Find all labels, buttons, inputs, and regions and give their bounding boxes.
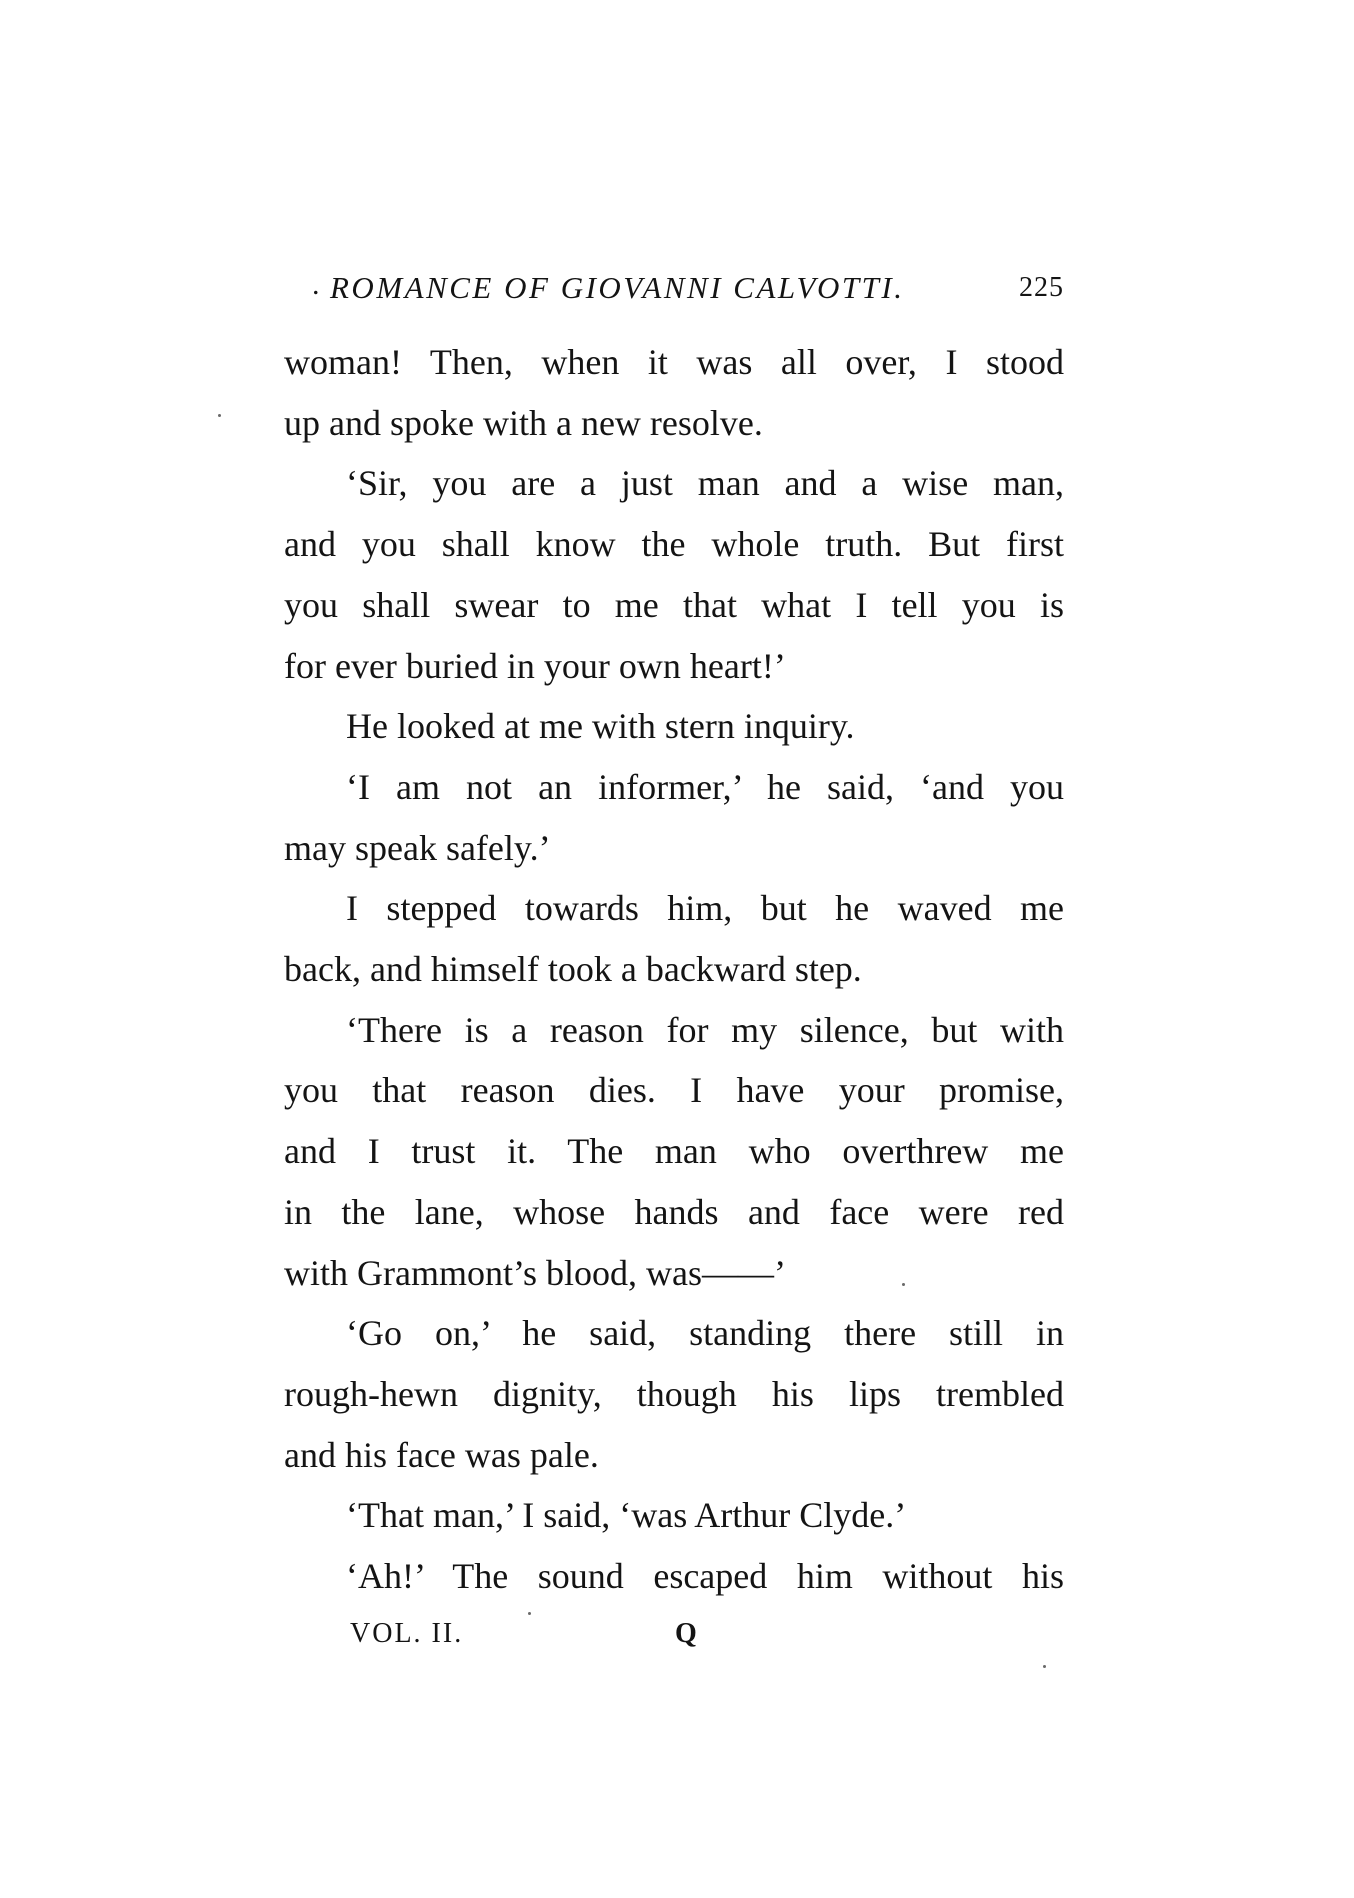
running-title: ROMANCE OF GIOVANNI CALVOTTI.: [330, 270, 905, 305]
text-line-19: and his face was pale.: [284, 1435, 599, 1475]
scan-speck: [1043, 1665, 1046, 1668]
text-line-10: I stepped towards him, but he waved me: [346, 888, 1064, 928]
text-line-15: in the lane, whose hands and face were red: [284, 1192, 1064, 1232]
text-line-2: up and spoke with a new resolve.: [284, 403, 763, 443]
page-footer: [350, 1618, 750, 1658]
text-line-18: rough-hewn dignity, though his lips trembled: [284, 1374, 1064, 1414]
volume-label: VOL. II.: [350, 1618, 464, 1649]
text-line-6: for ever buried in your own heart!’: [284, 646, 786, 686]
text-line-12: ‘There is a reason for my silence, but with: [346, 1010, 1064, 1050]
text-line-13: you that reason dies. I have your promise,: [284, 1070, 1064, 1110]
text-line-21: ‘Ah!’ The sound escaped him without his: [346, 1556, 1064, 1596]
text-line-8: ‘I am not an informer,’ he said, ‘and you: [346, 767, 1064, 807]
page-number: 225: [1019, 272, 1064, 303]
text-line-5: you shall swear to me that what I tell you is: [284, 585, 1064, 625]
scan-speck: [528, 1612, 531, 1615]
signature-mark: Q: [675, 1618, 697, 1649]
text-line-14: and I trust it. The man who overthrew me: [284, 1131, 1064, 1171]
text-line-7: He looked at me with stern inquiry.: [346, 706, 855, 746]
text-line-11: back, and himself took a backward step.: [284, 949, 862, 989]
text-line-17: ‘Go on,’ he said, standing there still in: [346, 1313, 1064, 1353]
text-line-1: woman! Then, when it was all over, I stood: [284, 342, 1064, 382]
text-line-3: ‘Sir, you are a just man and a wise man,: [346, 463, 1064, 503]
text-line-16: with Grammont’s blood, was——’: [284, 1253, 786, 1293]
text-line-20: ‘That man,’ I said, ‘was Arthur Clyde.’: [346, 1495, 907, 1535]
text-line-4: and you shall know the whole truth. But first: [284, 524, 1064, 564]
page-header: [312, 268, 1072, 312]
scan-speck: [218, 414, 221, 417]
header-mark: .: [312, 268, 320, 301]
scan-speck: [902, 1283, 905, 1286]
text-line-9: may speak safely.’: [284, 828, 551, 868]
